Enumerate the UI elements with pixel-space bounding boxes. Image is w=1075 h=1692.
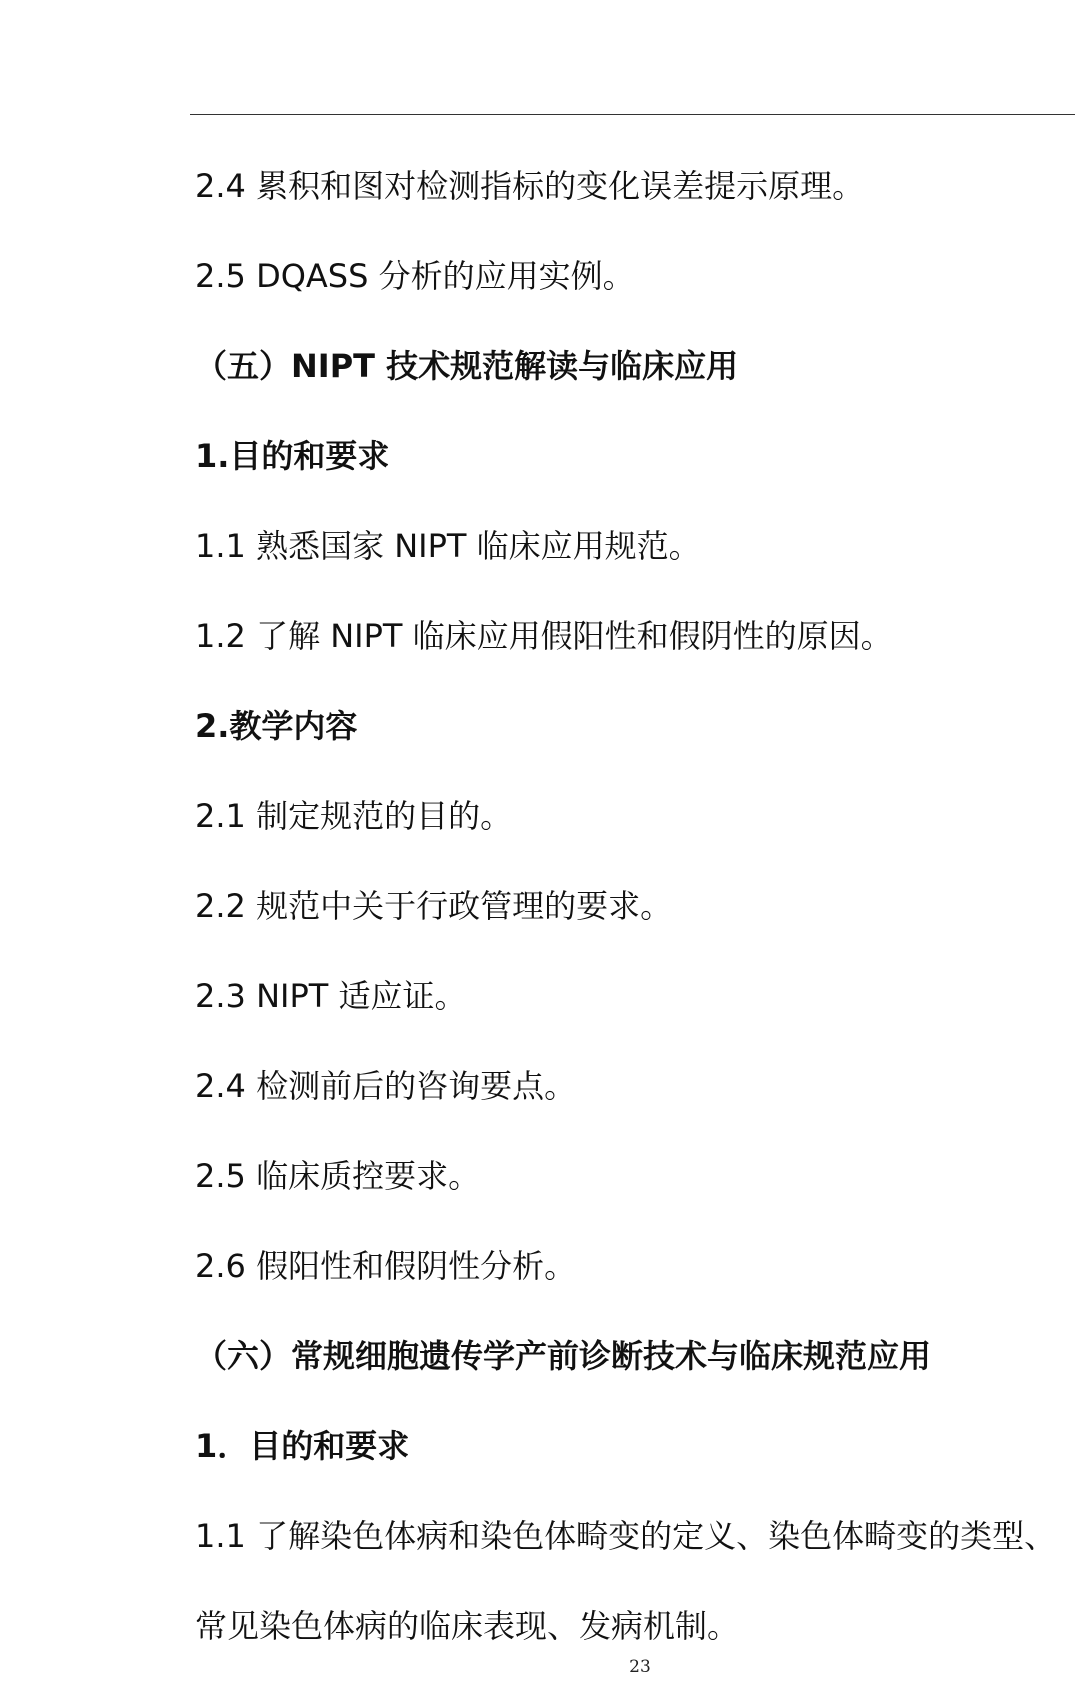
text-line: 2.2 规范中关于行政管理的要求。 (195, 887, 673, 925)
page-number: 23 (629, 1657, 651, 1677)
text-line: 2.4 检测前后的咨询要点。 (195, 1067, 577, 1105)
header-rule (190, 114, 1075, 115)
text-line: 2.5 DQASS 分析的应用实例。 (195, 257, 635, 295)
section-heading: （六）常规细胞遗传学产前诊断技术与临床规范应用 (195, 1337, 932, 1375)
document-body (195, 156, 1075, 1686)
subsection-heading: 1.目的和要求 (195, 437, 390, 475)
text-line: 1.1 了解染色体病和染色体畸变的定义、染色体畸变的类型、 (195, 1517, 1057, 1555)
text-line: 2.5 临床质控要求。 (195, 1157, 481, 1195)
text-line: 1.2 了解 NIPT 临床应用假阳性和假阴性的原因。 (195, 617, 893, 655)
subsection-heading: 2.教学内容 (195, 707, 358, 745)
text-line: 常见染色体病的临床表现、发病机制。 (195, 1607, 740, 1645)
text-line: 1.1 熟悉国家 NIPT 临床应用规范。 (195, 527, 701, 565)
text-line: 2.1 制定规范的目的。 (195, 797, 513, 835)
text-line: 2.3 NIPT 适应证。 (195, 977, 467, 1015)
section-heading: （五）NIPT 技术规范解读与临床应用 (195, 347, 739, 385)
subsection-heading: 1．目的和要求 (195, 1427, 410, 1465)
text-line: 2.6 假阳性和假阴性分析。 (195, 1247, 577, 1285)
text-line: 2.4 累积和图对检测指标的变化误差提示原理。 (195, 167, 865, 205)
